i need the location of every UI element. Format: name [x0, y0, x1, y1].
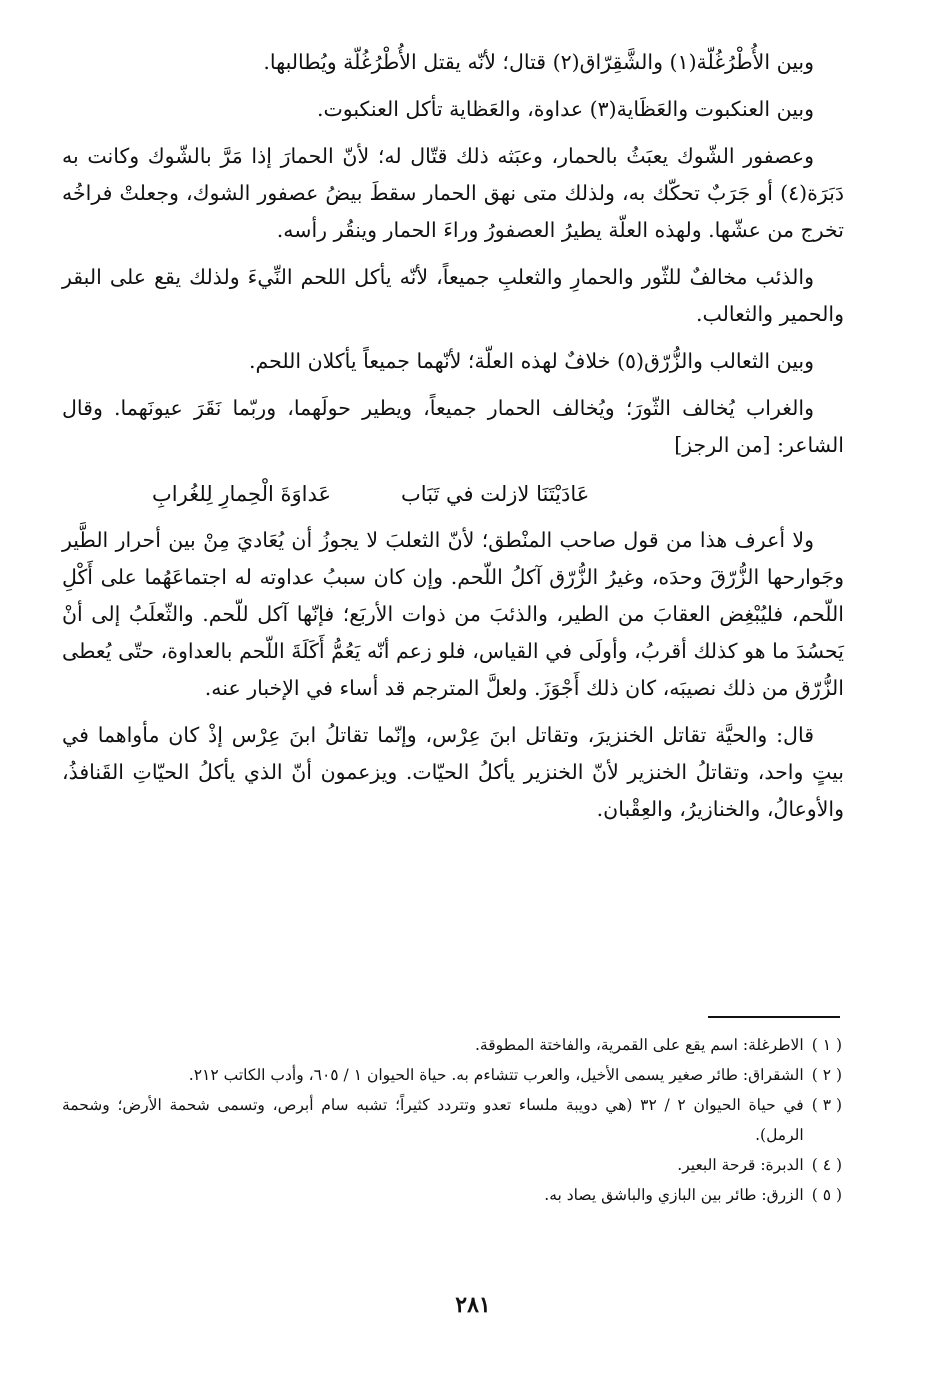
page-number: ٢٨١: [455, 1292, 491, 1318]
paragraph-8: قال: والحيَّة تقاتل الخنزيرَ، وتقاتل ابنَ عِرْس، وإنّما تقاتلُ ابنَ عِرْس إذْ كان مأواهما في بيتٍ واحد، وتقاتلُ الخنزير لأنّ الخنزير يأكلُ الحيّات. ويزعمون أنّ الذي يأكلُ الحيّاتِ القَنافذُ، والأوعالُ، والخنازيرُ، والعِقْبان.: [62, 723, 844, 821]
main-text: [62, 44, 844, 838]
footnote-text: الزرق: طائر بين البازي والباشق يصاد به.: [544, 1186, 804, 1204]
footnote-text: الاطرغلة: اسم يقع على القمرية، والفاختة المطوقة.: [475, 1036, 804, 1054]
footnote-5: [62, 1180, 842, 1210]
footnote-4: [62, 1150, 842, 1180]
footnote-3: [62, 1090, 842, 1150]
footnote-number: ( ٤ ): [811, 1156, 842, 1174]
footnote-text: في حياة الحيوان ٢ / ٣٢ (هي دويبة ملساء تعدو وتتردد كثيراً؛ تشبه سام أبرص، وتسمى شحمة الأرض؛ وشحمة الرمل).: [62, 1096, 804, 1144]
footnote-1: [62, 1030, 842, 1060]
paragraph-1: وبين الأُطْرُغُلّة(١) والشَّقِرّاق(٢) قتال؛ لأنّه يقتل الأُطْرُغُلّة ويُطالبها.: [263, 50, 814, 74]
footnote-separator: [708, 1016, 840, 1018]
paragraph-5: وبين الثعالب والزُّرّق(٥) خلافٌ لهذه العلّة؛ لأنّهما جميعاً يأكلان اللحم.: [248, 349, 814, 373]
paragraph-3: وعصفور الشّوك يعبَثُ بالحمار، وعبَثه ذلك قتّال له؛ لأنّ الحمارَ إذا مَرَّ بالشّوك وكانت به دَبَرَة(٤) أو جَرَبٌ تحكّك به، ولذلك متى نهق الحمار سقطَ بيضُ عصفور الشوك، وجعلتْ فراخُه تخرج من عشّها. ولهذه العلّة يطيرُ العصفورُ وراءَ الحمار وينقُر رأسه.: [62, 144, 844, 242]
paragraph-4: والذئب مخالفٌ للثّور والحمارِ والثعلبِ جميعاً، لأنّه يأكل اللحم النِّيءَ ولذلك يقع على البقر والحمير والثعالب.: [62, 265, 844, 326]
footnotes: [62, 1030, 842, 1210]
paragraph-6: والغراب يُخالف الثّورَ؛ ويُخالف الحمار جميعاً، ويطير حولَهما، وربّما نَقَرَ عيونَهما. وقال الشاعر: [من الرجز]: [62, 396, 844, 457]
footnote-text: الدبرة: قرحة البعير.: [677, 1156, 804, 1174]
footnote-number: ( ١ ): [811, 1036, 842, 1054]
poem-verse: [62, 474, 844, 514]
verse-hemistich-1: عَادَيْتَنَا لازلت في تَبَاب: [401, 482, 590, 506]
footnote-2: [62, 1060, 842, 1090]
footnote-number: ( ٢ ): [811, 1066, 842, 1084]
paragraph-7: ولا أعرف هذا من قول صاحب المنْطق؛ لأنّ الثعلبَ لا يجوزُ أن يُعَاديَ مِنْ بين أحرار الطَّير وجَوارحها الزُّرّقَ وحدَه، وغيرُ الزُّرّق آكلُ اللّحم. وإن كان سببُ عداوته له اجتماعَهُما على أَكْلِ اللّحم، فليُبْغِض العقابَ من الطير، والذئبَ من ذوات الأربَع؛ فإنّها آكل للّحم. والثّعلَبُ إلى أنْ يَحسُدَ ما هو كذلك أقربُ، وأولَى في القياس، فلو زعم أنّه يَعُمُّ أَكَلَةَ اللّحم بالعداوة، حتّى يُعطى الزُّرّق من ذلك نصيبَه، كان ذلك أَجْوَزَ. ولعلَّ المترجم قد أساء في الإخبار عنه.: [62, 528, 844, 700]
paragraph-2: وبين العنكبوت والعَظَاية(٣) عداوة، والعَظاية تأكل العنكبوت.: [316, 97, 814, 121]
footnote-number: ( ٣ ): [811, 1096, 842, 1114]
footnote-text: الشقراق: طائر صغير يسمى الأخيل، والعرب تتشاءم به. حياة الحيوان ١ / ٦٠٥، وأدب الكاتب ٢١٢.: [188, 1066, 804, 1084]
footnote-number: ( ٥ ): [811, 1186, 842, 1204]
verse-hemistich-2: عَداوَةَ الْحِمارِ لِلغُرابِ: [152, 482, 332, 506]
